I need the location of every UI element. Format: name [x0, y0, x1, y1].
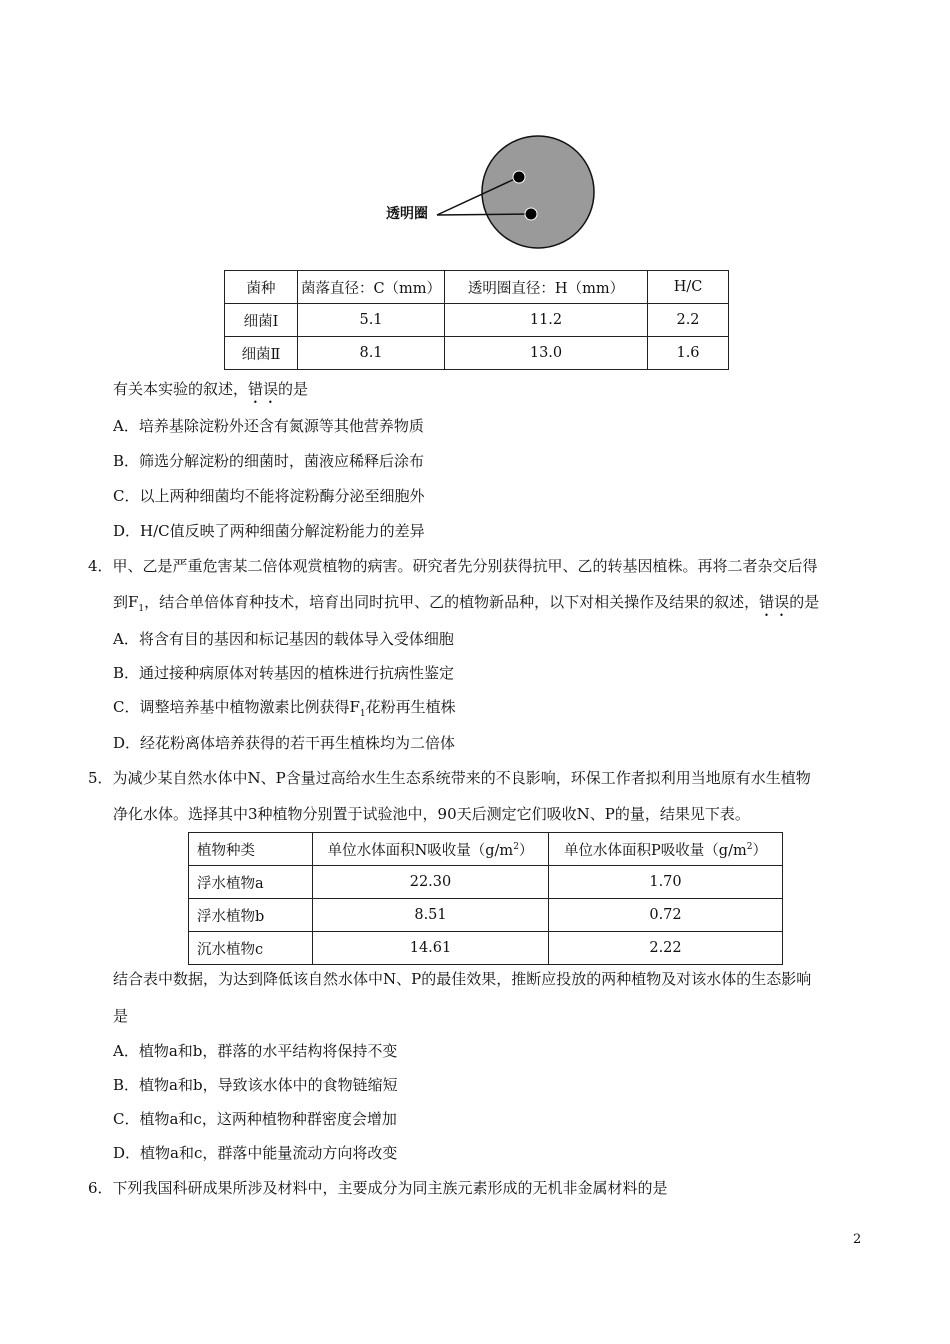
q4-stem-line1: 4．甲、乙是严重危害某二倍体观赏植物的病害。研究者先分别获得抗甲、乙的转基因植株。再将二者杂交后得	[88, 557, 818, 575]
q4-option-a: A．将含有目的基因和标记基因的载体导入受体细胞	[113, 630, 454, 648]
emphasis-text: 错误	[759, 593, 790, 611]
table-row	[189, 932, 783, 965]
table-cell: 沉水植物c	[189, 932, 313, 965]
q4-option-d: D．经花粉离体培养获得的若干再生植株均为二倍体	[113, 734, 456, 752]
table-cell: 1.70	[549, 866, 783, 899]
table-cell: 14.61	[313, 932, 549, 965]
page-number: 2	[853, 1232, 862, 1247]
q3-option-b: B．筛选分解淀粉的细菌时，菌液应稀释后涂布	[113, 452, 425, 470]
table-header-cell: 单位水体面积P吸收量$(g/m^2)$	[549, 833, 783, 866]
q3-option-d: D．H/C值反映了两种细菌分解淀粉能力的差异	[113, 522, 425, 540]
petri-dish-circle	[482, 136, 594, 248]
table-row	[225, 304, 729, 337]
table-row	[189, 899, 783, 932]
table-cell: 浮水植物a	[189, 866, 313, 899]
q5-stem-line2: 净化水体。选择其中3种植物分别置于试验池中，90天后测定它们吸收N、P的量，结果见下表。	[113, 805, 750, 823]
table-cell: 2.22	[549, 932, 783, 965]
table-cell: 浮水植物b	[189, 899, 313, 932]
plant-absorption-table	[188, 832, 783, 965]
table-header-cell: 透明圈直径：H（mm）	[445, 271, 648, 304]
q5-option-c: C．植物a和c，这两种植物种群密度会增加	[113, 1110, 397, 1128]
table-cell: 5.1	[298, 304, 445, 337]
table-cell: 13.0	[445, 337, 648, 370]
q5-after-line2: 是	[113, 1007, 129, 1025]
table-cell: 8.1	[298, 337, 445, 370]
q3-option-a: A．培养基除淀粉外还含有氮源等其他营养物质	[113, 417, 424, 435]
q4-option-c: C．调整培养基中植物激素比例获得$F_1$花粉再生植株	[113, 698, 456, 719]
table-cell: 8.51	[313, 899, 549, 932]
table-header-cell: 菌落直径：C（mm）	[298, 271, 445, 304]
q3-option-c: C．以上两种细菌均不能将淀粉酶分泌至细胞外	[113, 487, 425, 505]
q5-option-d: D．植物a和c，群落中能量流动方向将改变	[113, 1144, 398, 1162]
pointer-line-2	[437, 214, 531, 215]
table-cell: 11.2	[445, 304, 648, 337]
table-row	[225, 337, 729, 370]
table-cell: 2.2	[648, 304, 729, 337]
colony-dot-2	[525, 208, 537, 220]
table-cell: 细菌Ⅰ	[225, 304, 298, 337]
table-cell: 1.6	[648, 337, 729, 370]
q5-option-b: B．植物a和b，导致该水体中的食物链缩短	[113, 1076, 398, 1094]
petri-dish-figure	[380, 135, 620, 260]
table-header-cell: H/C	[648, 271, 729, 304]
q4-stem-line2: 到$F_1$，结合单倍体育种技术，培育出同时抗甲、乙的植物新品种，以下对相关操作及结果的叙述，错误的是	[113, 593, 820, 614]
table-row	[189, 866, 783, 899]
q6-stem: 6．下列我国科研成果所涉及材料中，主要成分为同主族元素形成的无机非金属材料的是	[88, 1179, 668, 1197]
q5-option-a: A．植物a和b，群落的水平结构将保持不变	[113, 1042, 398, 1060]
emphasis-text: 错误	[248, 380, 279, 398]
q5-after-line1: 结合表中数据，为达到降低该自然水体中N、P的最佳效果，推断应投放的两种植物及对该水体的生态影响	[113, 970, 812, 988]
table-header-row	[189, 833, 783, 866]
table-header-cell: 菌种	[225, 271, 298, 304]
q4-option-b: B．通过接种病原体对转基因的植株进行抗病性鉴定	[113, 664, 455, 682]
table-cell: 细菌Ⅱ	[225, 337, 298, 370]
q3-stem: 有关本实验的叙述，错误的是	[113, 380, 309, 398]
table-header-row	[225, 271, 729, 304]
table-cell: 22.30	[313, 866, 549, 899]
q5-stem-line1: 5．为减少某自然水体中N、P含量过高给水生生态系统带来的不良影响，环保工作者拟利用当地原有水生植物	[88, 769, 811, 787]
table-header-cell: 植物种类	[189, 833, 313, 866]
table-header-cell: 单位水体面积N吸收量$(g/m^2)$	[313, 833, 549, 866]
petri-dish-svg	[380, 135, 620, 260]
table-cell: 0.72	[549, 899, 783, 932]
bacteria-table	[224, 270, 729, 370]
figure-label: 透明圈	[386, 206, 428, 222]
colony-dot-1	[513, 171, 525, 183]
